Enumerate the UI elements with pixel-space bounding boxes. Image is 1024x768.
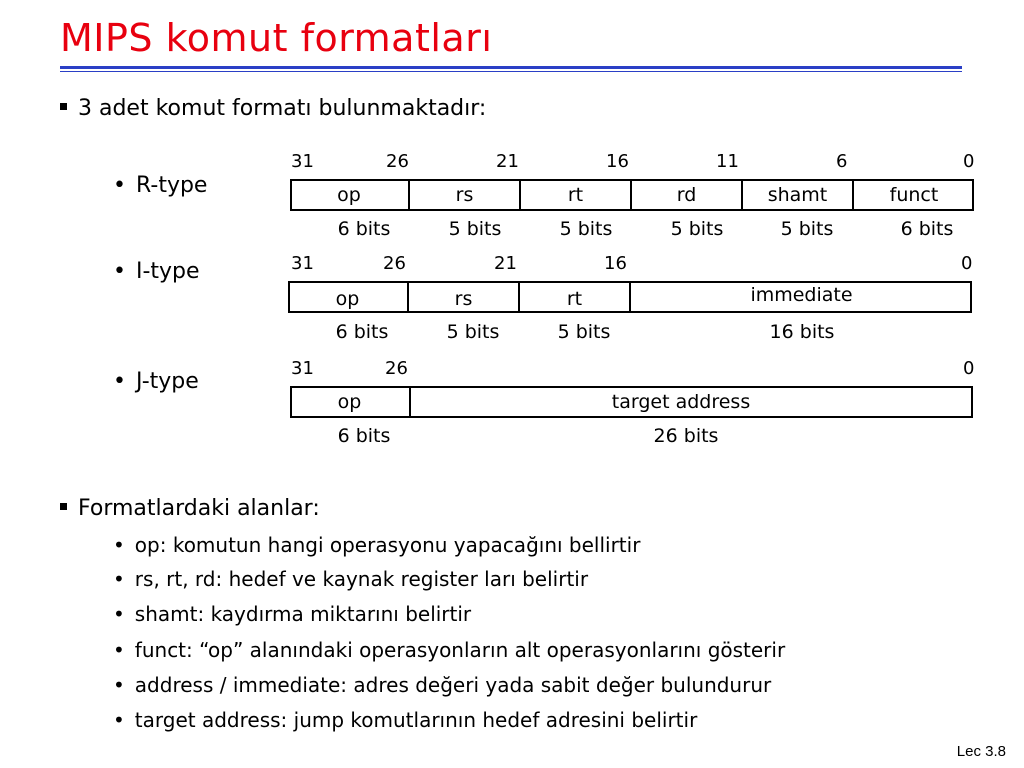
- bit-number: 16: [604, 253, 627, 274]
- square-bullet-icon: [60, 503, 67, 510]
- bit-number: 0: [963, 151, 975, 172]
- field-width: 6 bits: [335, 321, 389, 343]
- bit-number: 21: [494, 253, 517, 274]
- r-type-text: R-type: [135, 173, 208, 198]
- list-item: • op: komutun hangi operasyonu yapacağını bellirtir: [113, 533, 641, 557]
- bit-number: 0: [961, 253, 973, 274]
- title-underline-thin: [60, 71, 962, 72]
- field-width: 5 bits: [670, 218, 724, 240]
- field-width: 5 bits: [446, 321, 500, 343]
- field-width: 5 bits: [557, 321, 611, 343]
- list-item: • address / immediate: adres değeri yada sabit değer bulundurur: [113, 673, 772, 697]
- bit-number: 21: [496, 151, 519, 172]
- list-item: • rs, rt, rd: hedef ve kaynak register ları belirtir: [113, 567, 589, 591]
- square-bullet-icon: [60, 103, 67, 110]
- bit-number: 31: [291, 358, 314, 379]
- i-type-label: [113, 259, 200, 284]
- bit-number: 26: [386, 151, 409, 172]
- j-type-text: J-type: [135, 369, 199, 394]
- field-width: 26 bits: [653, 425, 719, 447]
- fields-heading: Formatlardaki alanlar:: [78, 496, 320, 521]
- field-op: op: [335, 288, 360, 310]
- field-width: 6 bits: [900, 218, 954, 240]
- slide-title: MIPS komut formatları: [60, 16, 493, 60]
- list-item: • shamt: kaydırma miktarını belirtir: [113, 602, 472, 626]
- bit-number: 26: [385, 358, 408, 379]
- field-immediate: immediate: [750, 284, 853, 306]
- bullet-dot-icon: •: [113, 567, 125, 591]
- i-type-text: I-type: [135, 259, 200, 284]
- bit-number: 11: [716, 151, 739, 172]
- field-width: 5 bits: [559, 218, 613, 240]
- field-rt: rt: [566, 288, 583, 310]
- field-rd: rd: [676, 184, 697, 206]
- slide-number: Lec 3.8: [956, 743, 1006, 760]
- intro-bullet: [60, 96, 486, 121]
- bullet-dot-icon: •: [113, 708, 125, 732]
- field-op: op: [337, 184, 361, 206]
- bullet-dot-icon: •: [113, 673, 125, 697]
- fields-heading-bullet: [60, 496, 320, 521]
- bullet-dot-icon: •: [113, 533, 125, 557]
- bullet-dot-icon: •: [113, 602, 125, 626]
- bit-number: 31: [291, 151, 314, 172]
- field-rs: rs: [455, 184, 474, 206]
- list-item: • funct: “op” alanındaki operasyonların alt operasyonlarını gösterir: [113, 638, 786, 662]
- bit-number: 16: [606, 151, 629, 172]
- bullet-dot-icon: •: [113, 173, 126, 198]
- field-width: 6 bits: [337, 425, 391, 447]
- field-op: op: [337, 391, 362, 413]
- title-underline: [60, 66, 962, 69]
- field-width: 5 bits: [448, 218, 502, 240]
- field-target-address: target address: [611, 391, 751, 413]
- list-item: • target address: jump komutlarının hedef adresini belirtir: [113, 708, 698, 732]
- bit-number: 6: [836, 151, 848, 172]
- intro-text: 3 adet komut formatı bulunmaktadır:: [78, 96, 487, 121]
- bit-number: 26: [383, 253, 406, 274]
- r-type-label: [113, 173, 207, 198]
- field-funct: funct: [889, 184, 939, 206]
- field-width: 6 bits: [337, 218, 391, 240]
- bit-number: 31: [291, 253, 314, 274]
- field-width: 16 bits: [769, 321, 835, 343]
- bullet-dot-icon: •: [113, 369, 126, 394]
- bullet-dot-icon: •: [113, 259, 126, 284]
- field-width: 5 bits: [780, 218, 834, 240]
- j-type-label: [113, 369, 199, 394]
- field-shamt: shamt: [767, 184, 828, 206]
- field-rt: rt: [567, 184, 584, 206]
- bit-number: 0: [963, 358, 975, 379]
- bullet-dot-icon: •: [113, 638, 125, 662]
- field-rs: rs: [454, 288, 473, 310]
